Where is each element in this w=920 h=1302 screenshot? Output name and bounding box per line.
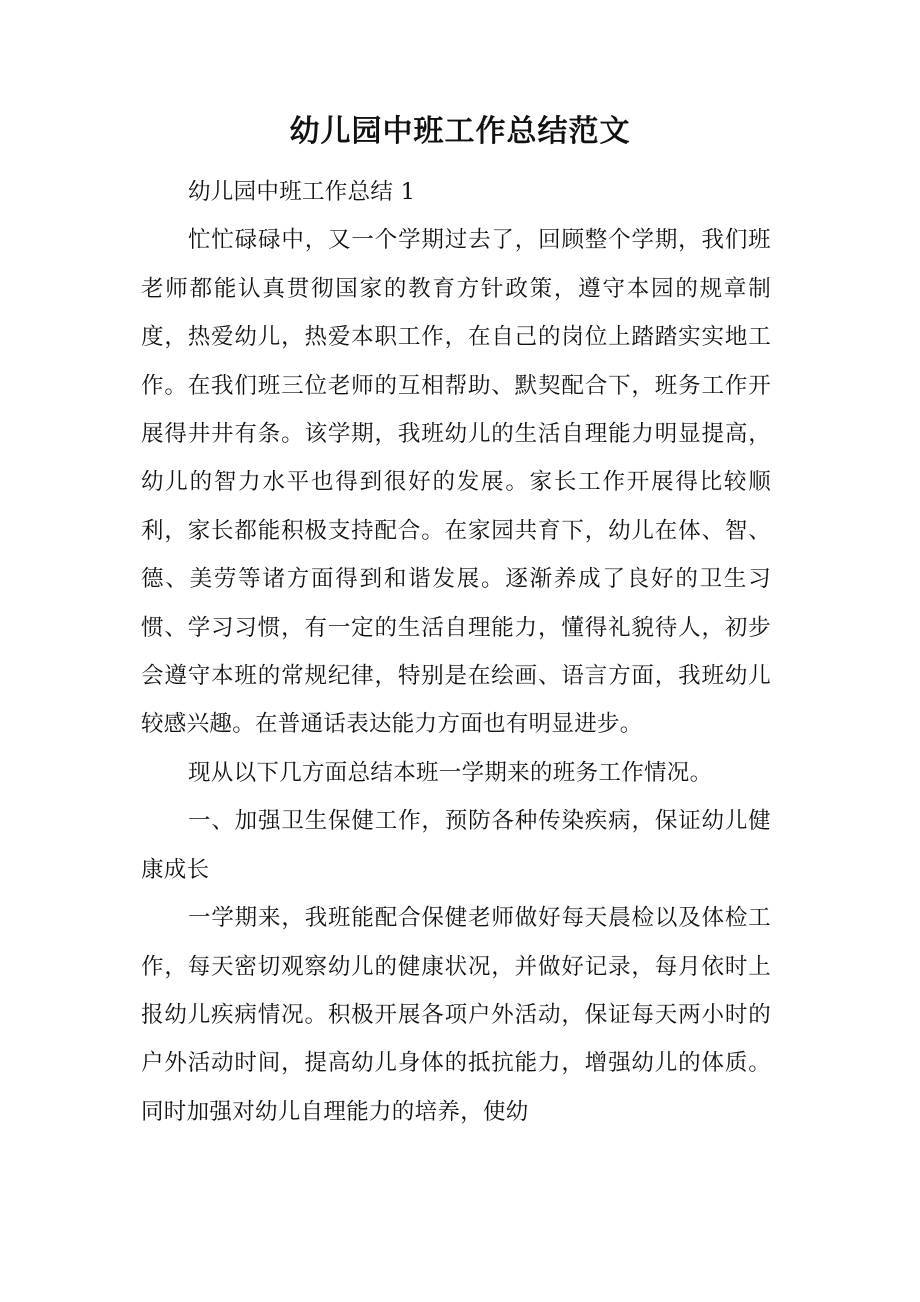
paragraph-subheading: 一、加强卫生保健工作，预防各种传染疾病，保证幼儿健康成长 (141, 808, 771, 883)
paragraph-overview: 现从以下几方面总结本班一学期来的班务工作情况。 (188, 759, 713, 786)
section-heading: 幼儿园中班工作总结 1 (188, 179, 416, 205)
document-body (141, 168, 771, 1136)
paragraph-health: 一学期来，我班能配合保健老师做好每天晨检以及体检工作，每天密切观察幼儿的健康状况，并做好记录，每月依时上报幼儿疾病情况。积极开展各项户外活动，保证每天两小时的户外活动时间，提高幼儿身体的抵抗能力，增强幼儿的体质。同时加强对幼儿自理能力的培养，使幼 (141, 905, 771, 1125)
paragraph-intro: 忙忙碌碌中，又一个学期过去了，回顾整个学期，我们班老师都能认真贯彻国家的教育方针政策，遵守本园的规章制度，热爱幼儿，热爱本职工作，在自己的岗位上踏踏实实地工作。在我们班三位老师的互相帮助、默契配合下，班务工作开展得井井有条。该学期，我班幼儿的生活自理能力明显提高，幼儿的智力水平也得到很好的发展。家长工作开展得比较顺利，家长都能积极支持配合。在家园共育下，幼儿在体、智、德、美劳等诸方面得到和谐发展。逐渐养成了良好的卫生习惯、学习习惯，有一定的生活自理能力，懂得礼貌待人，初步会遵守本班的常规纪律，特别是在绘画、语言方面，我班幼儿较感兴趣。在普通话表达能力方面也有明显进步。 (141, 227, 771, 738)
document-title: 幼儿园中班工作总结范文 (289, 114, 631, 149)
